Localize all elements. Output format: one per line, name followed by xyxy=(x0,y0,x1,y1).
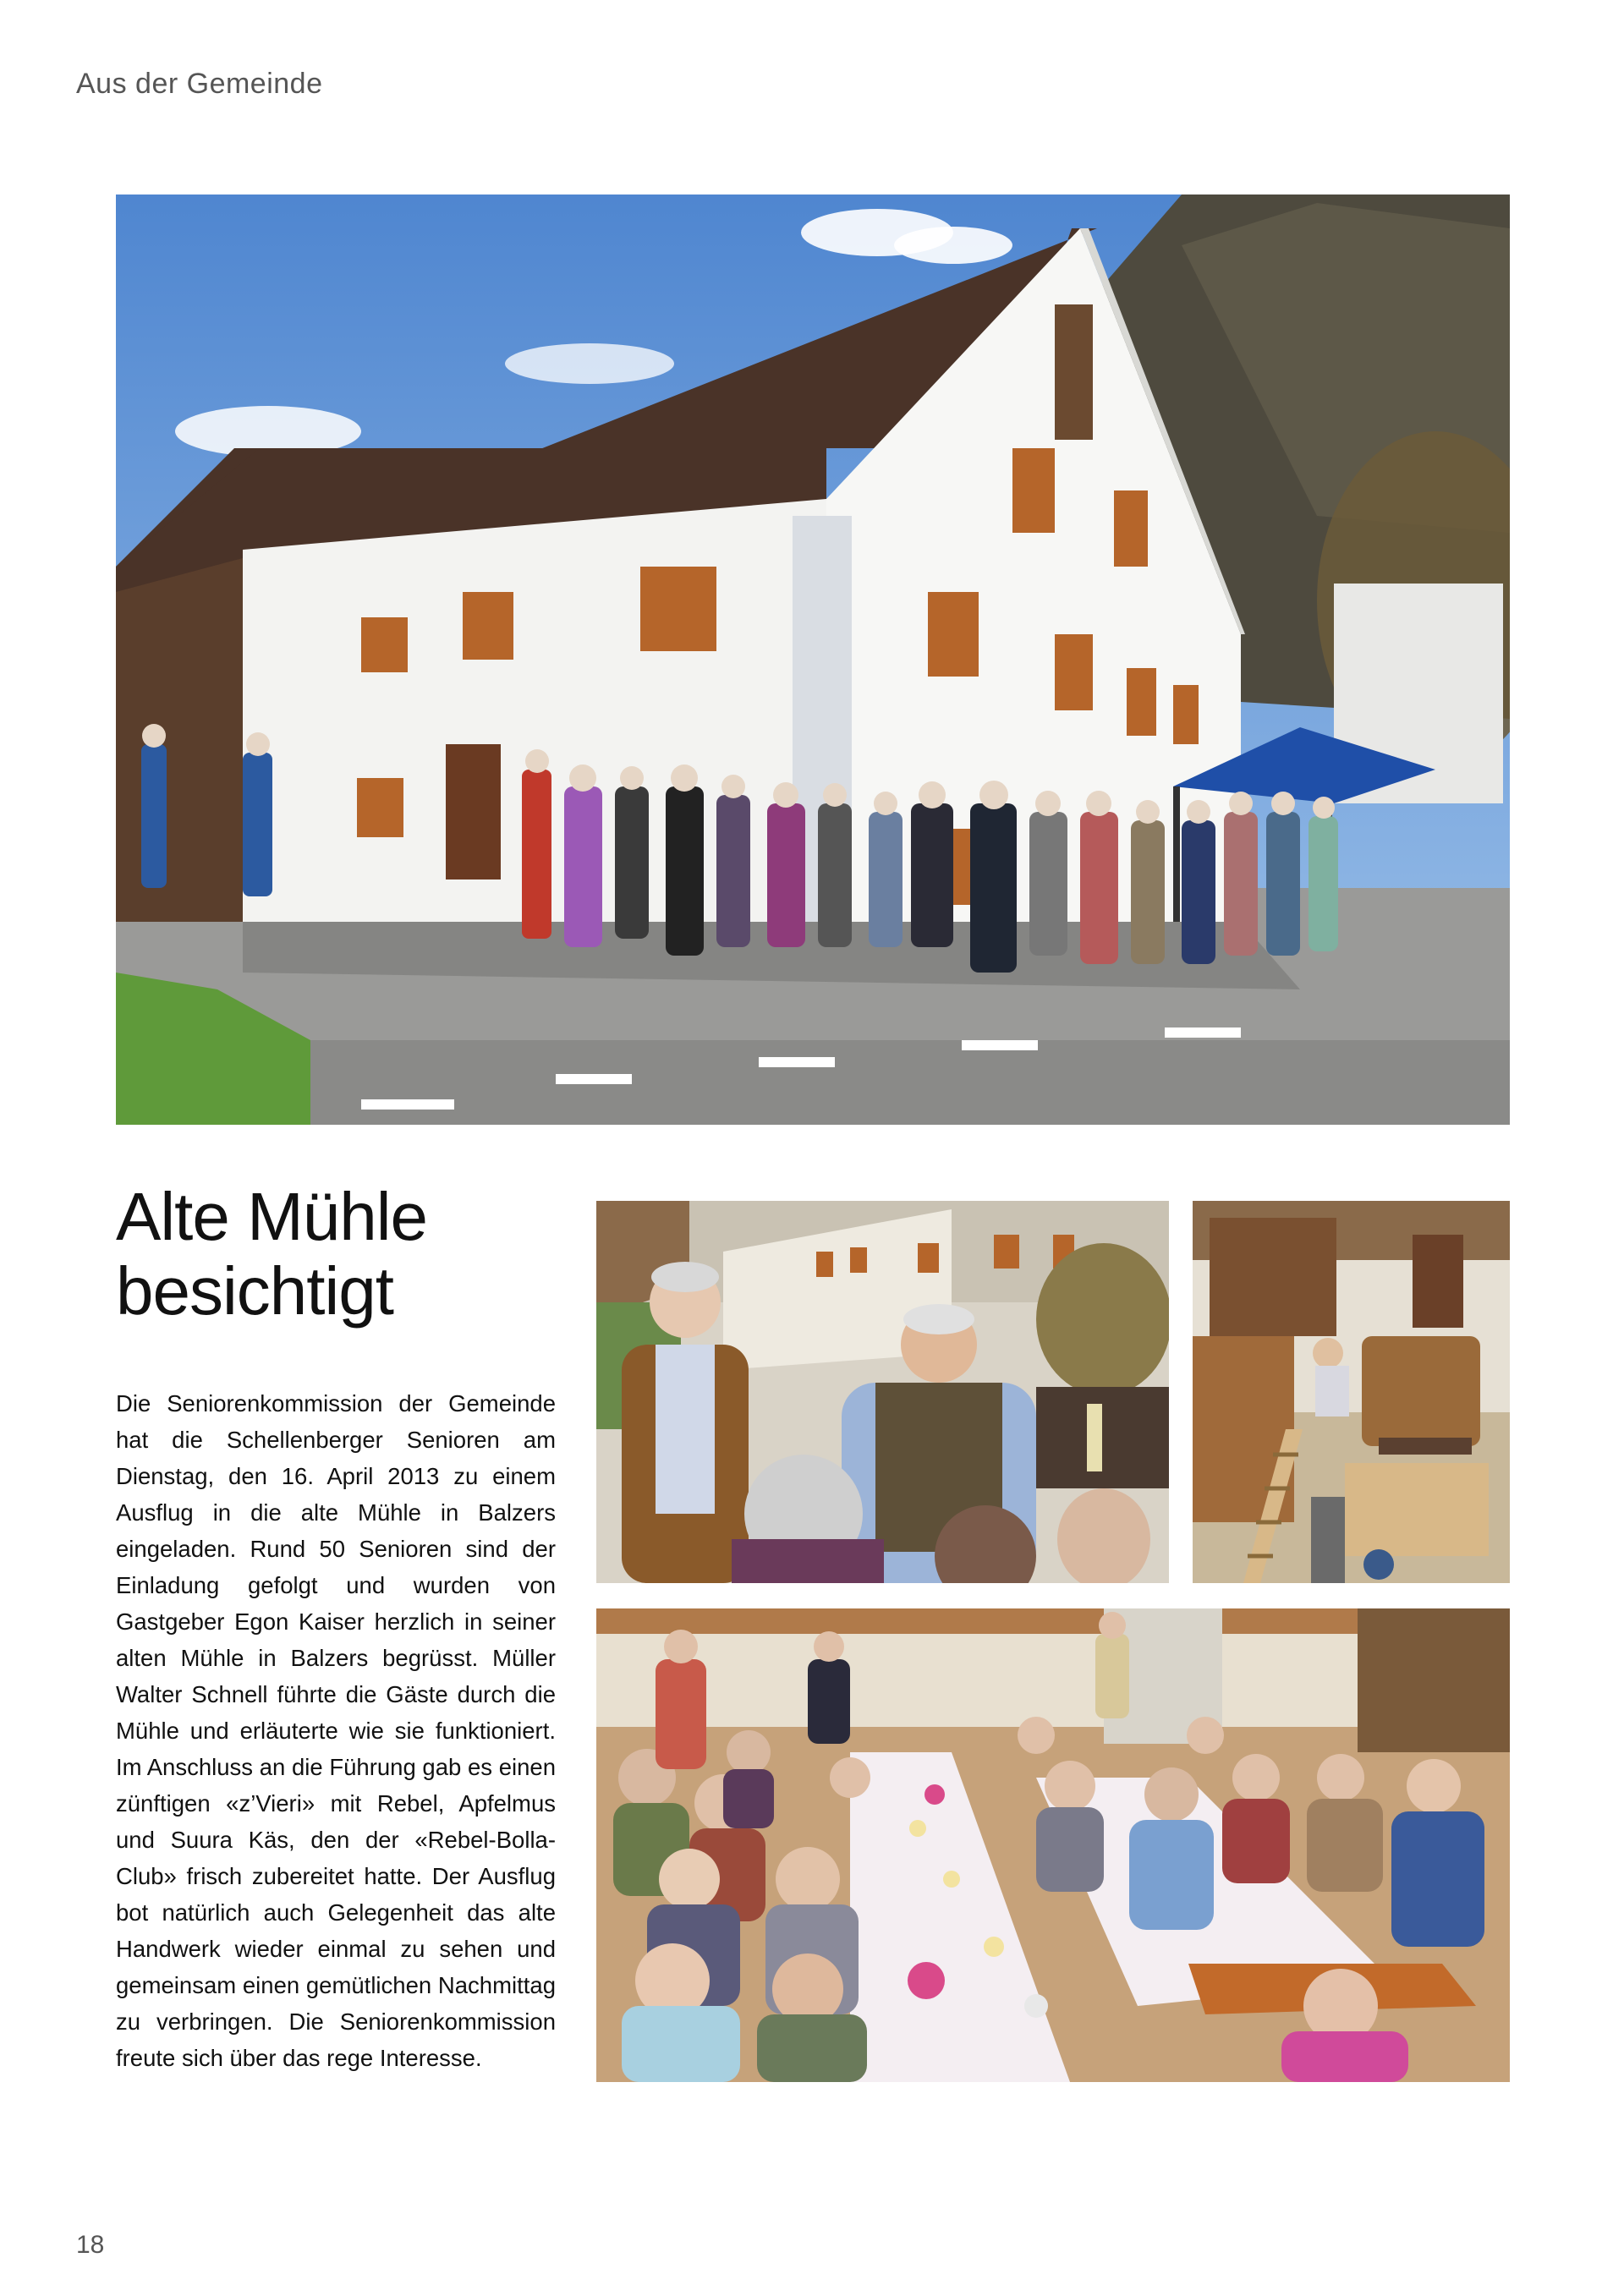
article-body: Die Seniorenkommission der Gemeinde hat die Schellenberger Senioren am Dienstag, den 16. April 2013 zu einem Ausflug in die alte Mühle in Balzers eingeladen. Rund 50 Senioren sind der Einladung gefolgt und wurden von Gastgeber Egon Kaiser herzlich in seiner alten Mühle in Balzers begrüsst. Müller Walter Schnell führte die Gäste durch die Mühle und erläuterte wie sie funktioniert. Im Anschluss an die Führung gab es einen zünftigen «z’Vieri» mit Rebel, Apfelmus und Suura Käs, den der «Rebel-Bolla-Club» frisch zubereitet hatte. Der Ausflug bot natürlich auch Gelegenheit das alte Handwerk wieder einmal zu sehen und gemeinsam einen gemütlichen Nachmittag zu verbringen. Die Seniorenkommission freute sich über das rege Interesse. xyxy=(116,1390,556,2071)
photo-seniors-dining xyxy=(596,1608,1510,2082)
page-number: 18 xyxy=(76,2231,105,2259)
main-photo-old-mill xyxy=(116,195,1510,1125)
photo-mural-hosts xyxy=(596,1201,1169,1583)
article-title-line2: besichtigt xyxy=(116,1253,393,1329)
photo-mill-machinery xyxy=(1193,1201,1510,1583)
section-label: Aus der Gemeinde xyxy=(76,68,323,100)
article-title xyxy=(116,1180,573,1329)
article-title-line1: Alte Mühle xyxy=(116,1179,427,1254)
